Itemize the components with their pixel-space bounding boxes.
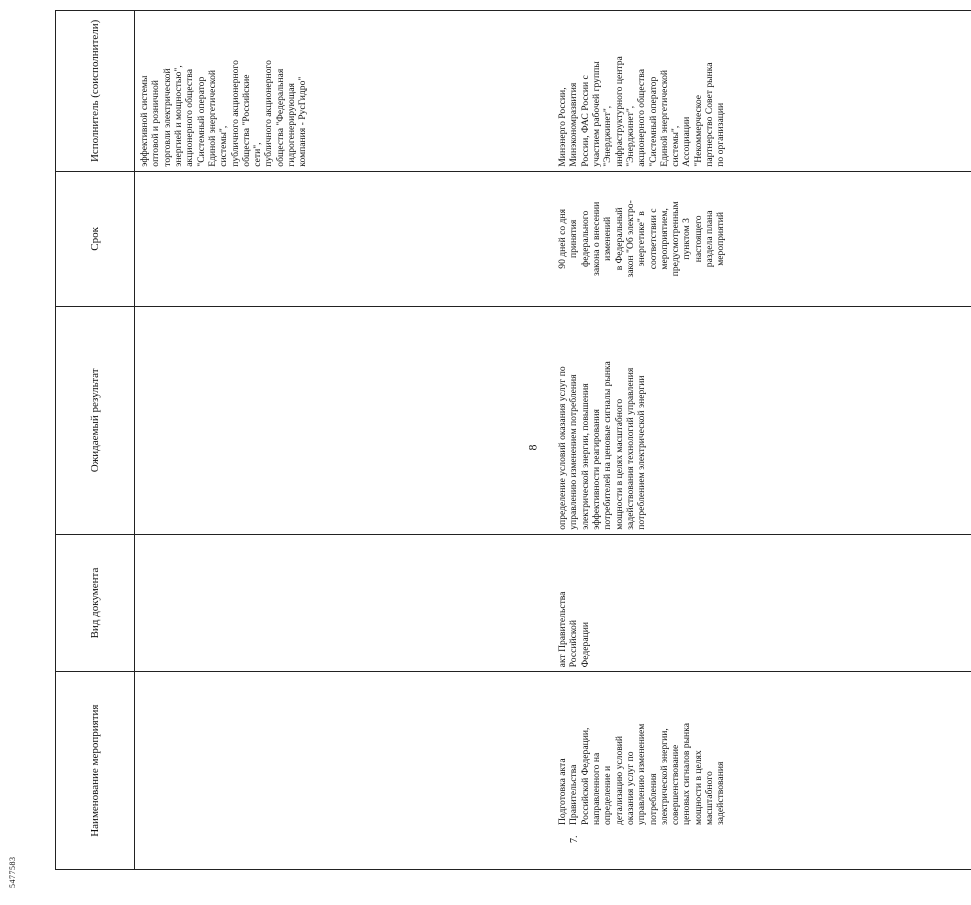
row-executor-text: Минэнерго России, Минэкономразвития России, ФАС России с участием рабочей группы "Энерджинет", инфраструктурного центра "Энерджинет", акционерного общества "Системный оператор Единой энергетической системы", Ассоциации "Некоммерческое партнерство Совет рынка по организации bbox=[557, 56, 727, 167]
header-executor: Исполнитель (соисполнители) bbox=[56, 11, 135, 172]
row-name-text: Подготовка акта Правительства Российской Федерации, направленного на определение и детализацию условий оказания услуг по управлению изменением потребления электрической энергии, совершенствование ценовых сигналов рынка мощности в целях масштабного задействования bbox=[557, 723, 727, 825]
table-row-continuation bbox=[135, 11, 554, 870]
header-result: Ожидаемый результат bbox=[56, 306, 135, 534]
row-doc-type-text: акт Правительства Российской Федерации bbox=[557, 591, 591, 668]
document-id: 5477583 bbox=[8, 856, 17, 888]
row-result-text: определение условий оказания услуг по управлению изменением потребления электрической энергии, повышения эффективности реагирования потребителей на ценовые сигналы рынка мощности в целях масштабного задействования технологий управления потреблением электрической энергии bbox=[557, 361, 648, 530]
header-doc-type: Вид документа bbox=[56, 534, 135, 672]
cell-executor-continuation bbox=[135, 11, 554, 172]
header-term: Срок bbox=[56, 171, 135, 306]
cell-empty bbox=[135, 534, 554, 672]
cell-empty bbox=[135, 306, 554, 534]
row-term-text: 90 дней со дня принятия федерального закона о внесении изменений в Федеральный закон "Об электро- энергетике" в соответствии с мероприятием, предусмотренным пунктом 3 настоящего раздела плана мероприятий bbox=[557, 200, 727, 278]
rotated-table-wrapper bbox=[55, 10, 727, 870]
table-header-row bbox=[56, 11, 135, 870]
cell-doc-type bbox=[553, 534, 971, 672]
executor-continuation-text: эффективной системы оптовой и розничной торговли электрической энергией и мощностью", акционерного общества "Системный оператор Единой энергетической системы", публичного акционерного общества "Российские сети", публичного акционерного общества "Федеральная гидрогенерирующая компания - РусГидро" bbox=[139, 60, 309, 167]
cell-empty bbox=[135, 171, 554, 306]
page-number: 8 bbox=[525, 444, 540, 451]
cell-executor bbox=[553, 11, 971, 172]
plan-table bbox=[55, 10, 971, 870]
row-number: 7. bbox=[569, 835, 580, 843]
cell-name bbox=[553, 672, 971, 870]
cell-term bbox=[553, 171, 971, 306]
header-name: Наименование мероприятия bbox=[56, 672, 135, 870]
cell-empty bbox=[135, 672, 554, 870]
cell-result bbox=[553, 306, 971, 534]
table-row bbox=[553, 11, 971, 870]
